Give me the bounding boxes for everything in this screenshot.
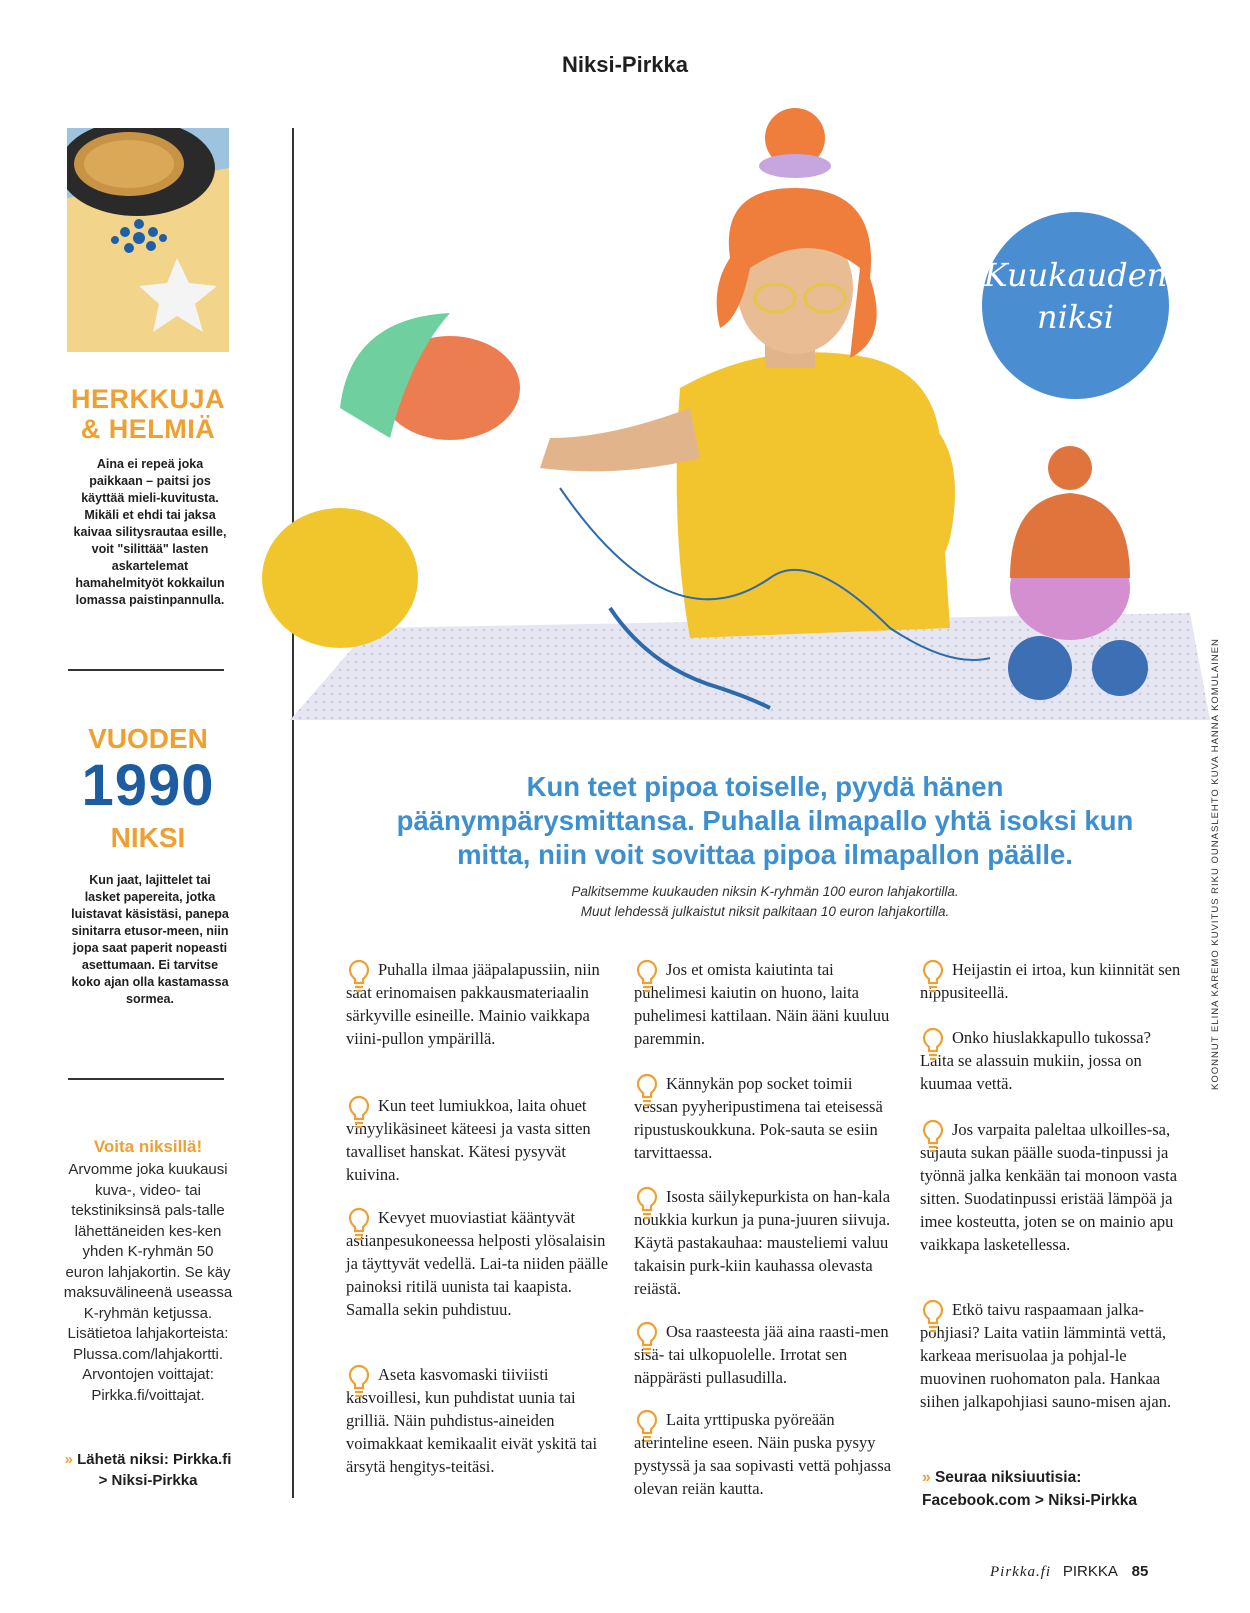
footer-magazine: PIRKKA — [1062, 1563, 1118, 1580]
featured-subline: Muut lehdessä julkaistut niksit palkitaan 10 euron lahjakortilla. — [580, 904, 950, 919]
voita-heading: Voita niksillä! — [93, 1137, 203, 1156]
lightbulb-icon — [346, 1363, 372, 1399]
tip-item — [920, 1026, 1182, 1095]
chevron-icon: » — [922, 1469, 931, 1486]
knitting-illustration — [250, 108, 1210, 720]
vuoden-niksi-label: NIKSI — [110, 822, 186, 853]
tip-text: Kun teet lumiukkoa, laita ohuet vinyylikäsineet käteesi ja vasta sitten tavalliset hanskat. Kätesi pysyvät kuivina. — [346, 1096, 591, 1184]
tip-item — [346, 1363, 610, 1478]
vuoden-year: 1990 — [81, 753, 215, 818]
tip-text: Osa raasteesta jää aina raasti-men sisä- tai ulkopuolelle. Irrotat sen näppärästi pullasudilla. — [634, 1322, 889, 1387]
page-title: Niksi-Pirkka — [562, 52, 688, 77]
vuoden-label: VUODEN — [88, 723, 208, 754]
tip-text: Jos varpaita paleltaa ulkoilles-sa, sujauta sukan päälle suoda-tinpussi ja työnnä jalka kenkään tai monoon vasta sitten. Suodatinpussi eristää lämpöä ja imee kosteutta, joten se on mainio apu vaikkapa lasketellessa. — [920, 1120, 1178, 1254]
page-number: 85 — [1131, 1563, 1149, 1580]
lightbulb-icon — [346, 1206, 372, 1242]
featured-subline: Palkitsemme kuukauden niksin K-ryhmän 100 euron lahjakortilla. — [571, 884, 959, 899]
lightbulb-icon — [634, 1185, 660, 1221]
herkkuja-heading — [60, 384, 236, 444]
tip-text: Etkö taivu raspaamaan jalka-pohjiasi? Laita vatiin lämmintä vettä, karkeaa merisuolaa ja pohjal-le muovinen ruohomaton pala. Hankaa siihen jalkapohjiasi sauno-misen ajan. — [920, 1300, 1172, 1411]
sidebar-divider — [68, 669, 224, 671]
tip-text: Laita yrttipuska pyöreään aterinteline eseen. Näin puska pysyy pystyssä ja saa sopivasti vettä pohjassa olevan reiän kautta. — [634, 1410, 892, 1498]
tip-item — [346, 958, 610, 1050]
tip-item — [920, 958, 1182, 1004]
tip-item — [346, 1206, 610, 1321]
vuoden-body: Kun jaat, lajittelet tai lasket papereita, jotka luistavat käsistäsi, panepa sinitarra etusor-meen, niin jopa saat paperit nopeasti asettumaan. Ei tarvitse koko ajan olla kastamassa sormea. — [71, 873, 229, 1006]
tip-text: Puhalla ilmaa jääpalapussiin, niin saat erinomaisen pakkausmateriaalin särkyville esineille. Mainio vaikkapa viini-pullon ympärillä. — [346, 960, 600, 1048]
lightbulb-icon — [920, 958, 946, 994]
tip-text: Jos et omista kaiutinta tai puhelimesi kaiutin on huono, laita puhelimesi kattilaan. Näin ääni kuuluu paremmin. — [634, 960, 890, 1048]
tip-text: Isosta säilykepurkista on han-kala noukkia kurkun ja puna-juuren siivuja. Käytä pastakauhaa: mausteliemi valuu takaisin purk-kiin kauhassa olevasta reiästä. — [634, 1187, 891, 1298]
month-tip-badge — [982, 212, 1169, 399]
tip-item — [346, 1094, 610, 1186]
lightbulb-icon — [920, 1118, 946, 1154]
follow-facebook-link[interactable] — [922, 1466, 1182, 1512]
herkkuja-body: Aina ei repeä joka paikkaan – paitsi jos käyttää mieli-kuvitusta. Mikäli et ehdi tai jaksa kaivaa silitysrautaa esille, voit "silittää" lasten askartelemat hamahelmityöt kokkailun lomassa paistinpannulla. — [73, 457, 227, 607]
send-tip-link[interactable] — [62, 1450, 234, 1491]
featured-headline: Kun teet pipoa toiselle, pyydä hänen päänympärysmittansa. Puhalla ilmapallo yhtä isoksi kun mitta, niin voit sovittaa pipoa ilmapallon päälle. — [396, 771, 1134, 870]
tip-text: Kännykän pop socket toimii vessan pyyheripustimena tai eteisessä ripustuskoukkuna. Pok-sauta se esiin tarvittaessa. — [634, 1074, 883, 1162]
herkkuja-heading-line2: & HELMIÄ — [80, 414, 216, 444]
send-tip-text: Lähetä niksi: Pirkka.fi > Niksi-Pirkka — [77, 1451, 232, 1489]
chevron-icon: » — [64, 1451, 73, 1468]
lightbulb-icon — [920, 1026, 946, 1062]
tip-text: Onko hiuslakkapullo tukossa? Laita se alassuin mukiin, jossa on kuumaa vettä. — [920, 1028, 1151, 1093]
lightbulb-icon — [634, 1072, 660, 1108]
sidebar-photo — [67, 128, 229, 352]
lightbulb-icon — [920, 1298, 946, 1334]
sidebar-divider — [68, 1078, 224, 1080]
tip-text: Aseta kasvomaski tiiviisti kasvoillesi, kun puhdistat uunia tai grilliä. Näin puhdistus-aineiden voimakkaat kemikaalit eivät yskitä tai ärsytä hengitys-teitäsi. — [346, 1365, 598, 1476]
tip-item — [920, 1298, 1182, 1413]
footer-site: Pirkka.fi — [990, 1564, 1052, 1580]
tip-text: Kevyet muoviastiat kääntyvät astianpesukoneessa helposti ylösalaisin ja täyttyvät vedellä. Lai-ta niiden päälle painoksi ritilä uunista tai kaapista. Samalla sekin puhdistuu. — [346, 1208, 609, 1319]
page-footer — [990, 1563, 1148, 1581]
tip-item — [634, 1408, 896, 1500]
tip-item — [634, 1072, 896, 1164]
lightbulb-icon — [634, 1408, 660, 1444]
tip-item — [634, 1185, 896, 1300]
lightbulb-icon — [634, 958, 660, 994]
photo-credit: KOONNUT ELINA KAREMO KUVITUS RIKU OUNASLEHTO KUVA HANNA KOMULAINEN — [1210, 638, 1221, 1090]
badge-line1: Kuukauden — [983, 256, 1168, 294]
herkkuja-heading-line1: HERKKUJA — [70, 384, 226, 414]
tip-text: Heijastin ei irtoa, kun kiinnität sen nippusiteellä. — [920, 960, 1181, 1002]
tip-item — [920, 1118, 1182, 1256]
voita-body: Arvomme joka kuukausi kuva-, video- tai tekstiniksinsä pals-talle lähettäneiden kes-ken yhden K-ryhmän 50 euron lahjakortin. Se käy maksuvälineenä useassa K-ryhmän ketjussa. Lisätietoa lahjakorteista: Plussa.com/lahjakortti. Arvontojen voittajat: Pirkka.fi/voittajat. — [63, 1161, 233, 1404]
lightbulb-icon — [346, 958, 372, 994]
lightbulb-icon — [346, 1094, 372, 1130]
tip-item — [634, 1320, 896, 1389]
tip-item — [634, 958, 896, 1050]
lightbulb-icon — [634, 1320, 660, 1356]
badge-line2: niksi — [1037, 298, 1114, 336]
follow-text: Seuraa niksiuutisia: Facebook.com > Niksi-Pirkka — [922, 1469, 1137, 1509]
